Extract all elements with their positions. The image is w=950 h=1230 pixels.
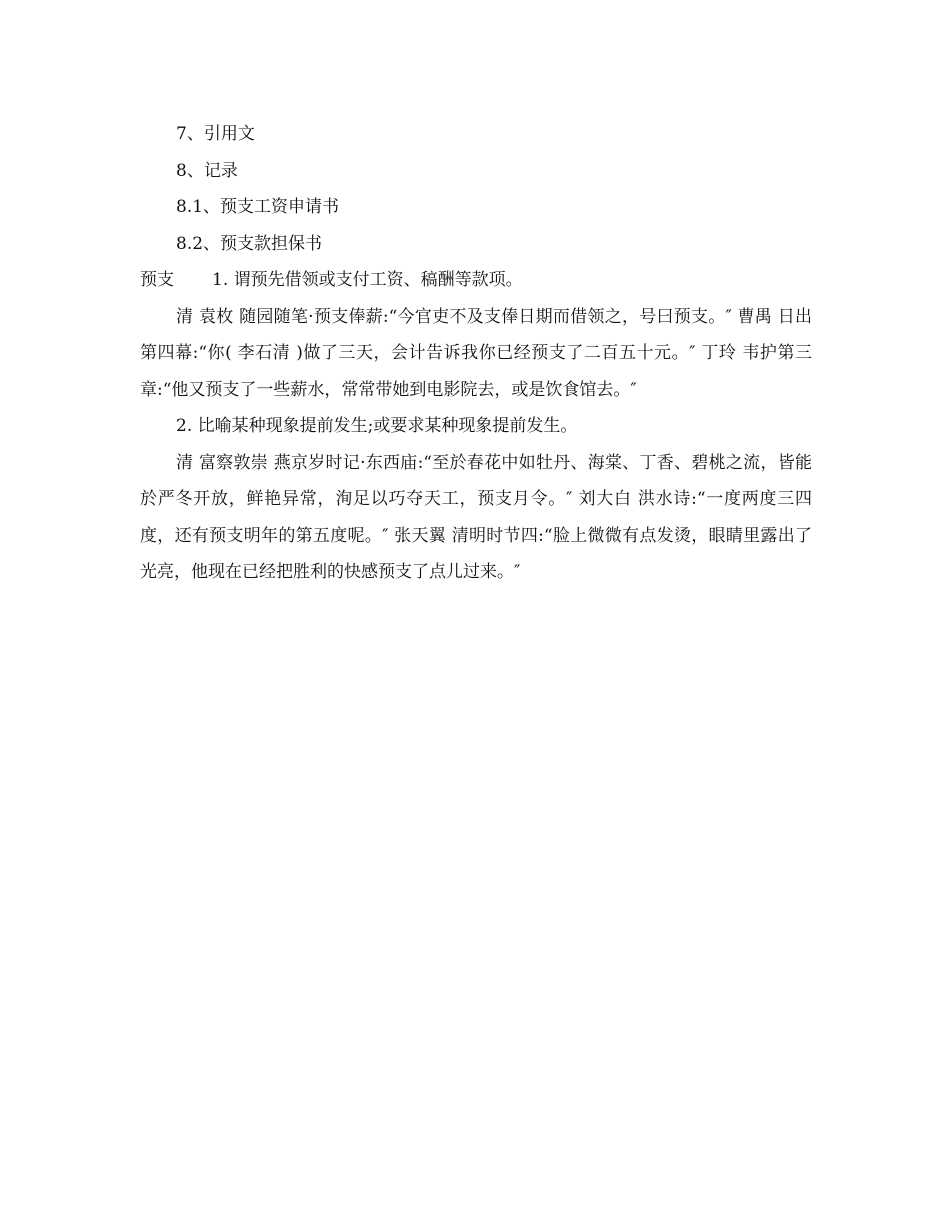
document-body: [140, 116, 812, 591]
entry-sense-1: 1. 谓预先借领或支付工资、稿酬等款项。: [212, 270, 523, 290]
outline-item-8-2: 8.2、预支款担保书: [176, 233, 323, 254]
entry-quotes-2: 清 富察敦崇 燕京岁时记·东西庙:“至於春花中如牡丹、海棠、丁香、碧桃之流，皆能於严冬开放，鲜艳异常，洵足以巧夺天工，预支月令。″ 刘大白 洪水诗:“一度两度三四度，还有预支明年的第五度呢。″ 张天翼 清明时节四:“脸上微微有点发烫，眼睛里露出了光亮，他现在已经把胜利的快感预支了点儿过来。″: [140, 452, 812, 582]
entry-sense-2: 2. 比喻某种现象提前发生;或要求某种现象提前发生。: [176, 416, 578, 436]
entry-sense-1-line: [140, 262, 812, 299]
entry-quotes-1: 清 袁枚 随园随笔·预支俸薪:“今官吏不及支俸日期而借领之，号曰预支。″ 曹禺 日出第四幕:“你( 李石清 )做了三天，会计告诉我你已经预支了二百五十元。″ 丁玲 韦护第三章:“他又预支了一些薪水，常常带她到电影院去，或是饮食馆去。″: [140, 306, 812, 400]
entry-term: 预支: [140, 270, 174, 290]
outline-item-7: 7、引用文: [176, 124, 255, 144]
outline-item-8: 8、记录: [176, 160, 238, 181]
outline-item-8-1: 8.1、预支工资申请书: [176, 197, 340, 217]
